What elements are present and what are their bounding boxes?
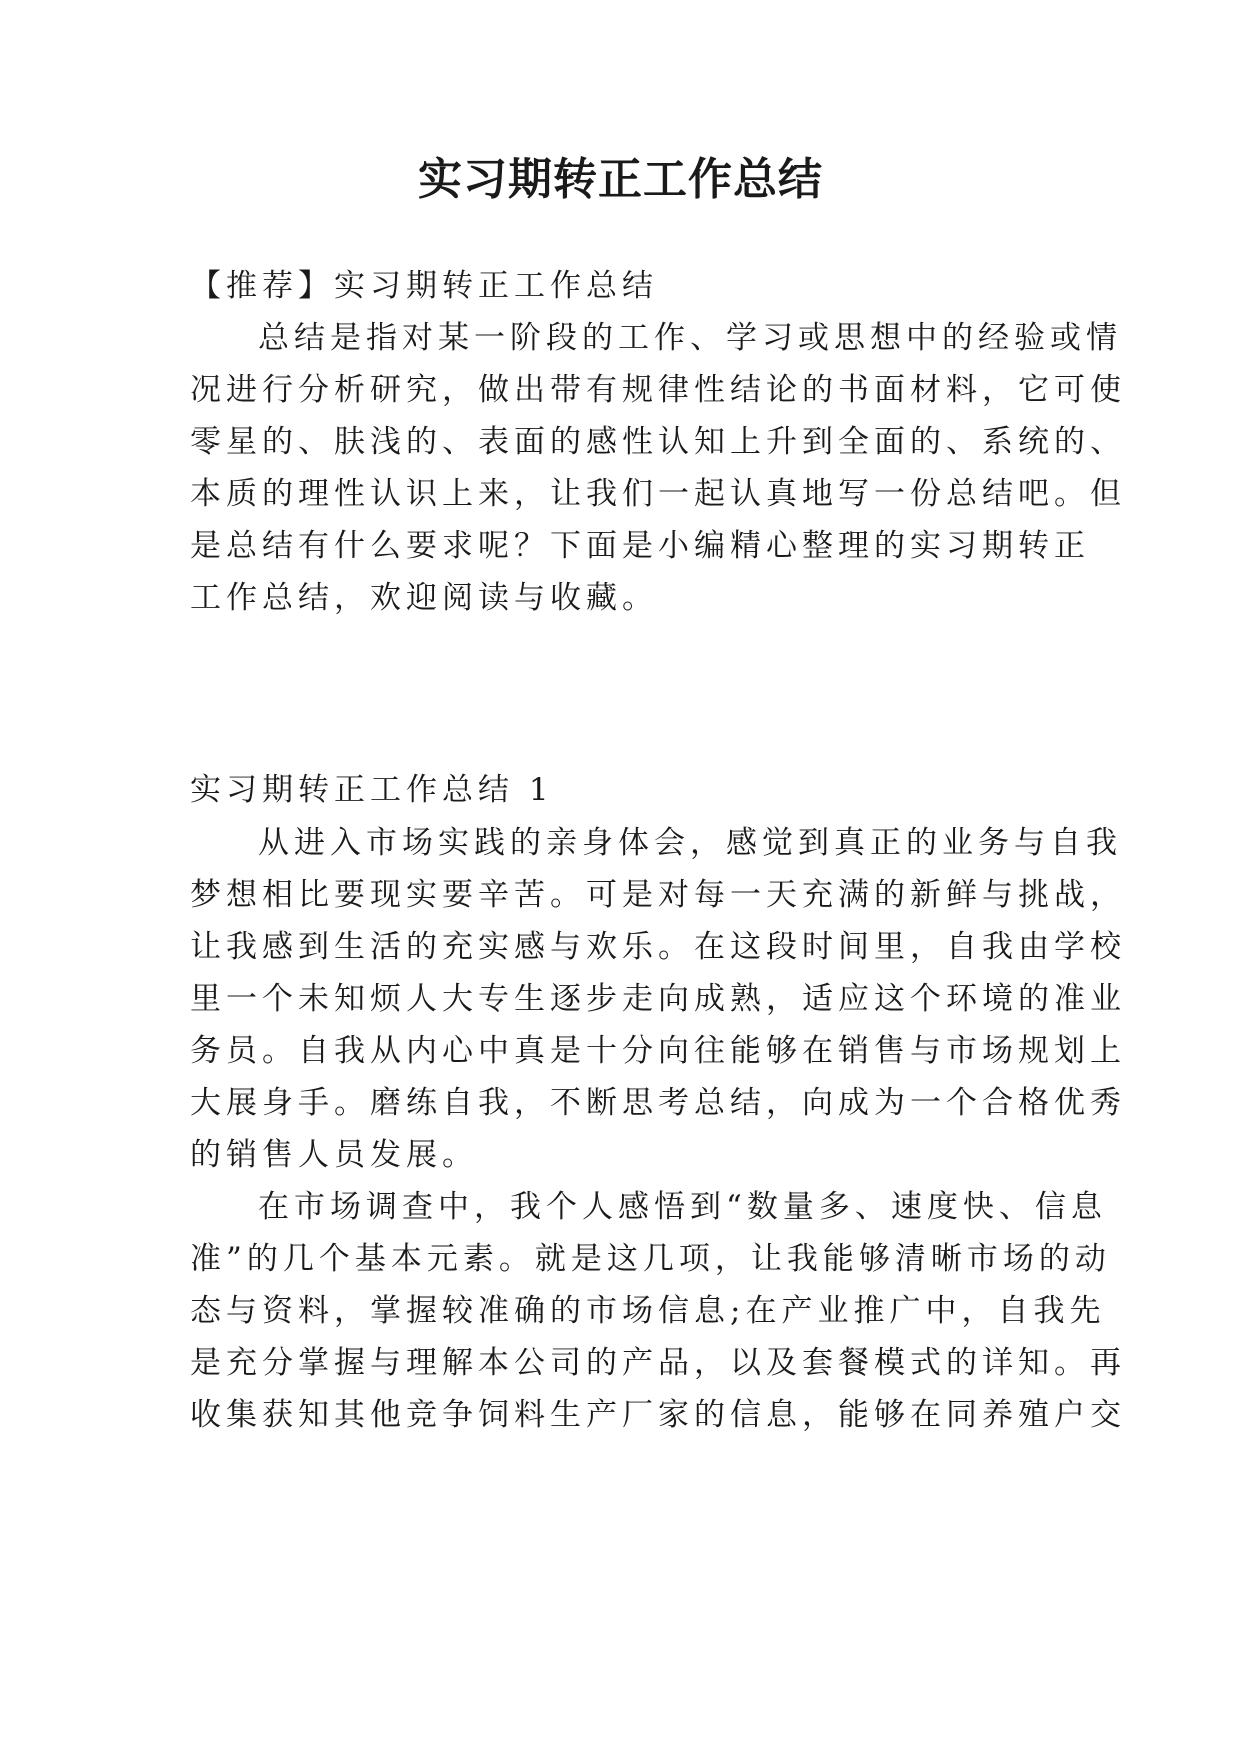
intro-line: 零星的、肤浅的、表面的感性认知上升到全面的、系统的、 [190, 424, 1126, 460]
paragraph-line: 务员。自我从内心中真是十分向往能够在销售与市场规划上 [190, 1033, 1126, 1069]
intro-line: 是总结有什么要求呢？下面是小编精心整理的实习期转正 [190, 528, 1090, 564]
paragraph-line: 梦想相比要现实要辛苦。可是对每一天充满的新鲜与挑战， [190, 877, 1126, 913]
paragraph-line: 的销售人员发展。 [190, 1137, 478, 1173]
section-heading: 实习期转正工作总结 1 [190, 772, 554, 808]
intro-line: 总结是指对某一阶段的工作、学习或思想中的经验或情 [258, 320, 1122, 356]
intro-line: 工作总结，欢迎阅读与收藏。 [190, 580, 658, 616]
paragraph-line: 是充分掌握与理解本公司的产品，以及套餐模式的详知。再 [190, 1345, 1126, 1381]
intro-line: 本质的理性认识上来，让我们一起认真地写一份总结吧。但 [190, 476, 1126, 512]
paragraph-line: 在市场调查中，我个人感悟到“数量多、速度快、信息 [258, 1189, 1107, 1225]
paragraph-line: 收集获知其他竞争饲料生产厂家的信息，能够在同养殖户交 [190, 1397, 1126, 1433]
paragraph-line: 从进入市场实践的亲身体会，感觉到真正的业务与自我 [258, 825, 1122, 861]
intro-line: 况进行分析研究，做出带有规律性结论的书面材料，它可使 [190, 372, 1126, 408]
paragraph-line: 大展身手。磨练自我，不断思考总结，向成为一个合格优秀 [190, 1085, 1126, 1121]
document-title: 实习期转正工作总结 [418, 154, 823, 205]
paragraph-line: 让我感到生活的充实感与欢乐。在这段时间里，自我由学校 [190, 929, 1126, 965]
paragraph-line: 态与资料，掌握较准确的市场信息;在产业推广中，自我先 [190, 1293, 1106, 1329]
intro-heading: 【推荐】实习期转正工作总结 [190, 268, 658, 304]
paragraph-line: 准”的几个基本元素。就是这几项，让我能够清晰市场的动 [190, 1241, 1111, 1277]
paragraph-line: 里一个未知烦人大专生逐步走向成熟，适应这个环境的准业 [190, 981, 1126, 1017]
